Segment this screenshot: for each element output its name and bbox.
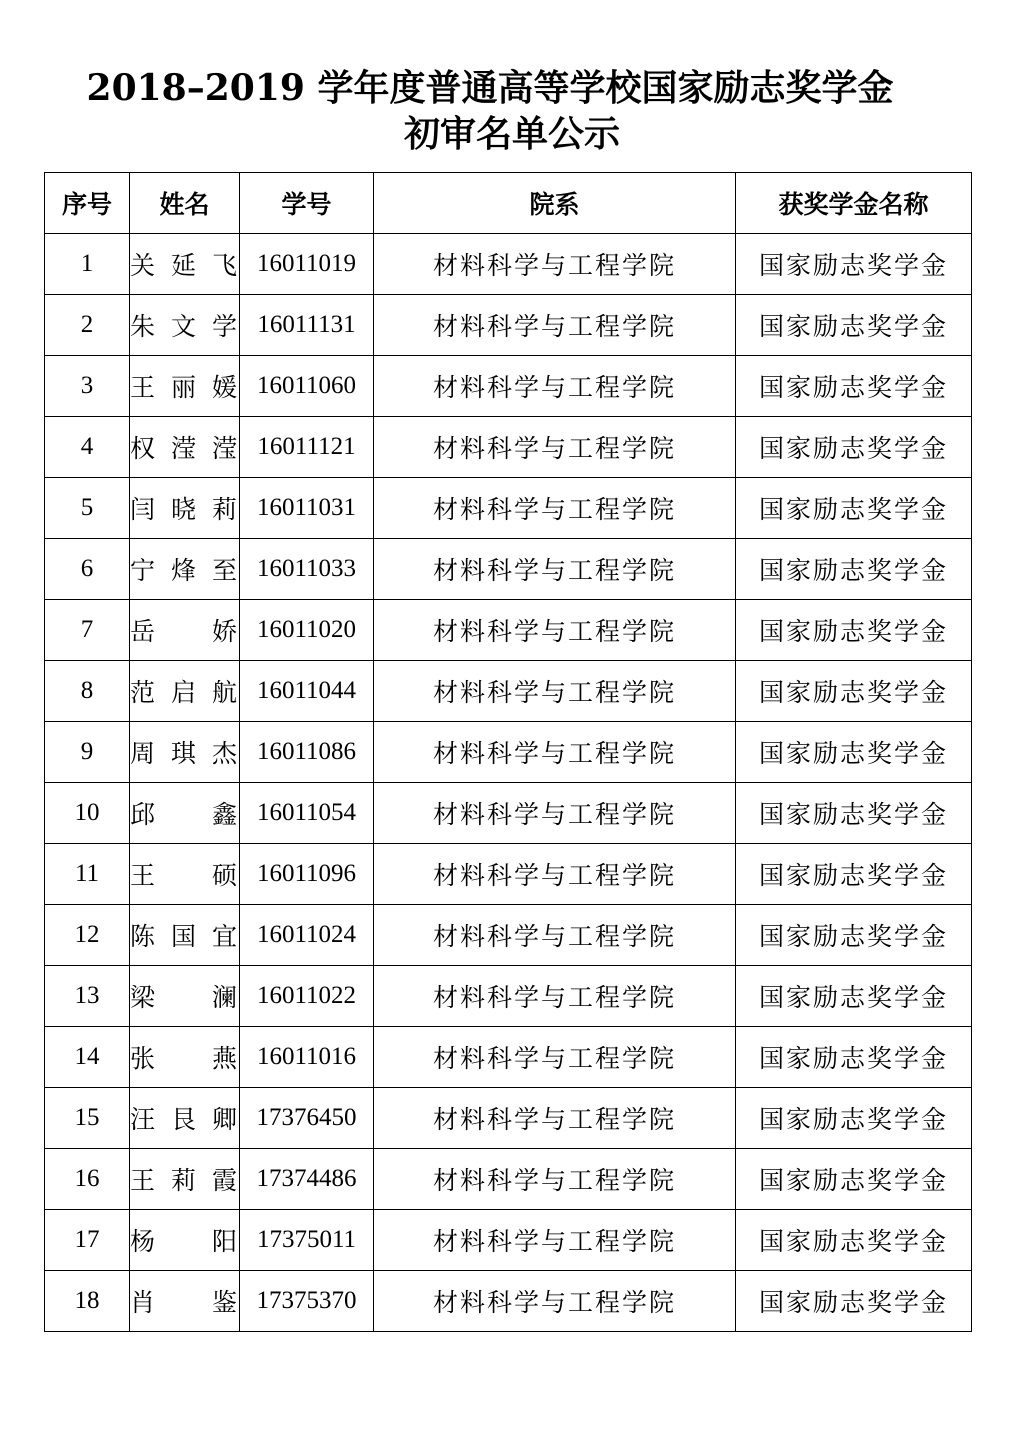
award-name: 国家励志奖学金 xyxy=(736,478,972,539)
row-index: 8 xyxy=(45,661,130,722)
student-id: 17375011 xyxy=(240,1210,374,1271)
table-row xyxy=(45,722,972,783)
student-id: 16011044 xyxy=(240,661,374,722)
student-name: 范启航 xyxy=(130,661,240,722)
department: 材料科学与工程学院 xyxy=(374,1027,736,1088)
student-id: 16011054 xyxy=(240,783,374,844)
award-name: 国家励志奖学金 xyxy=(736,966,972,1027)
department: 材料科学与工程学院 xyxy=(374,356,736,417)
student-id: 16011121 xyxy=(240,417,374,478)
award-name: 国家励志奖学金 xyxy=(736,1210,972,1271)
table-row xyxy=(45,844,972,905)
student-name: 杨阳 xyxy=(130,1210,240,1271)
row-index: 5 xyxy=(45,478,130,539)
award-name: 国家励志奖学金 xyxy=(736,722,972,783)
table-row xyxy=(45,478,972,539)
student-name: 关延飞 xyxy=(130,234,240,295)
award-name: 国家励志奖学金 xyxy=(736,1271,972,1332)
student-name: 闫晓莉 xyxy=(130,478,240,539)
student-id: 16011131 xyxy=(240,295,374,356)
table-row xyxy=(45,783,972,844)
student-name: 权滢滢 xyxy=(130,417,240,478)
row-index: 6 xyxy=(45,539,130,600)
student-name: 梁澜 xyxy=(130,966,240,1027)
student-name: 王丽媛 xyxy=(130,356,240,417)
student-id: 16011020 xyxy=(240,600,374,661)
student-id: 16011031 xyxy=(240,478,374,539)
row-index: 9 xyxy=(45,722,130,783)
student-name: 汪艮卿 xyxy=(130,1088,240,1149)
student-id: 16011022 xyxy=(240,966,374,1027)
student-name: 王硕 xyxy=(130,844,240,905)
department: 材料科学与工程学院 xyxy=(374,844,736,905)
row-index: 10 xyxy=(45,783,130,844)
header-name: 姓名 xyxy=(130,173,240,234)
scholarship-table xyxy=(44,172,972,1332)
row-index: 15 xyxy=(45,1088,130,1149)
table-header-row xyxy=(45,173,972,234)
table-row xyxy=(45,295,972,356)
student-id: 17376450 xyxy=(240,1088,374,1149)
student-name: 王莉霞 xyxy=(130,1149,240,1210)
department: 材料科学与工程学院 xyxy=(374,1149,736,1210)
table-row xyxy=(45,905,972,966)
department: 材料科学与工程学院 xyxy=(374,722,736,783)
department: 材料科学与工程学院 xyxy=(374,783,736,844)
student-id: 16011016 xyxy=(240,1027,374,1088)
award-name: 国家励志奖学金 xyxy=(736,905,972,966)
department: 材料科学与工程学院 xyxy=(374,600,736,661)
student-name: 邱鑫 xyxy=(130,783,240,844)
department: 材料科学与工程学院 xyxy=(374,1210,736,1271)
student-name: 周琪杰 xyxy=(130,722,240,783)
department: 材料科学与工程学院 xyxy=(374,661,736,722)
row-index: 18 xyxy=(45,1271,130,1332)
department: 材料科学与工程学院 xyxy=(374,295,736,356)
row-index: 13 xyxy=(45,966,130,1027)
row-index: 14 xyxy=(45,1027,130,1088)
student-name: 岳娇 xyxy=(130,600,240,661)
table-row xyxy=(45,417,972,478)
row-index: 4 xyxy=(45,417,130,478)
row-index: 2 xyxy=(45,295,130,356)
student-id: 16011060 xyxy=(240,356,374,417)
student-name: 陈国宜 xyxy=(130,905,240,966)
award-name: 国家励志奖学金 xyxy=(736,234,972,295)
award-name: 国家励志奖学金 xyxy=(736,783,972,844)
header-department: 院系 xyxy=(374,173,736,234)
table-row xyxy=(45,1210,972,1271)
department: 材料科学与工程学院 xyxy=(374,478,736,539)
table-row xyxy=(45,1271,972,1332)
department: 材料科学与工程学院 xyxy=(374,966,736,1027)
table-row xyxy=(45,356,972,417)
award-name: 国家励志奖学金 xyxy=(736,1149,972,1210)
department: 材料科学与工程学院 xyxy=(374,539,736,600)
page-title: 2018–2019 学年度普通高等学校国家励志奖学金 xyxy=(86,67,894,109)
student-id: 16011086 xyxy=(240,722,374,783)
table-row xyxy=(45,539,972,600)
award-name: 国家励志奖学金 xyxy=(736,295,972,356)
header-index: 序号 xyxy=(45,173,130,234)
award-name: 国家励志奖学金 xyxy=(736,417,972,478)
award-name: 国家励志奖学金 xyxy=(736,539,972,600)
row-index: 12 xyxy=(45,905,130,966)
award-name: 国家励志奖学金 xyxy=(736,661,972,722)
row-index: 11 xyxy=(45,844,130,905)
department: 材料科学与工程学院 xyxy=(374,1271,736,1332)
student-name: 宁烽至 xyxy=(130,539,240,600)
header-student-id: 学号 xyxy=(240,173,374,234)
student-name: 张燕 xyxy=(130,1027,240,1088)
table-row xyxy=(45,234,972,295)
student-id: 16011096 xyxy=(240,844,374,905)
department: 材料科学与工程学院 xyxy=(374,905,736,966)
table-row xyxy=(45,966,972,1027)
award-name: 国家励志奖学金 xyxy=(736,1088,972,1149)
row-index: 3 xyxy=(45,356,130,417)
student-id: 16011033 xyxy=(240,539,374,600)
row-index: 1 xyxy=(45,234,130,295)
table-row xyxy=(45,661,972,722)
student-name: 肖鉴 xyxy=(130,1271,240,1332)
department: 材料科学与工程学院 xyxy=(374,1088,736,1149)
department: 材料科学与工程学院 xyxy=(374,417,736,478)
row-index: 17 xyxy=(45,1210,130,1271)
student-id: 16011019 xyxy=(240,234,374,295)
award-name: 国家励志奖学金 xyxy=(736,600,972,661)
row-index: 7 xyxy=(45,600,130,661)
award-name: 国家励志奖学金 xyxy=(736,356,972,417)
header-award: 获奖学金名称 xyxy=(736,173,972,234)
table-row xyxy=(45,600,972,661)
student-id: 17375370 xyxy=(240,1271,374,1332)
student-id: 16011024 xyxy=(240,905,374,966)
page-subtitle: 初审名单公示 xyxy=(403,113,620,155)
award-name: 国家励志奖学金 xyxy=(736,844,972,905)
table-row xyxy=(45,1149,972,1210)
award-name: 国家励志奖学金 xyxy=(736,1027,972,1088)
table-body xyxy=(45,234,972,1332)
department: 材料科学与工程学院 xyxy=(374,234,736,295)
table-row xyxy=(45,1088,972,1149)
table-row xyxy=(45,1027,972,1088)
student-id: 17374486 xyxy=(240,1149,374,1210)
student-name: 朱文学 xyxy=(130,295,240,356)
row-index: 16 xyxy=(45,1149,130,1210)
